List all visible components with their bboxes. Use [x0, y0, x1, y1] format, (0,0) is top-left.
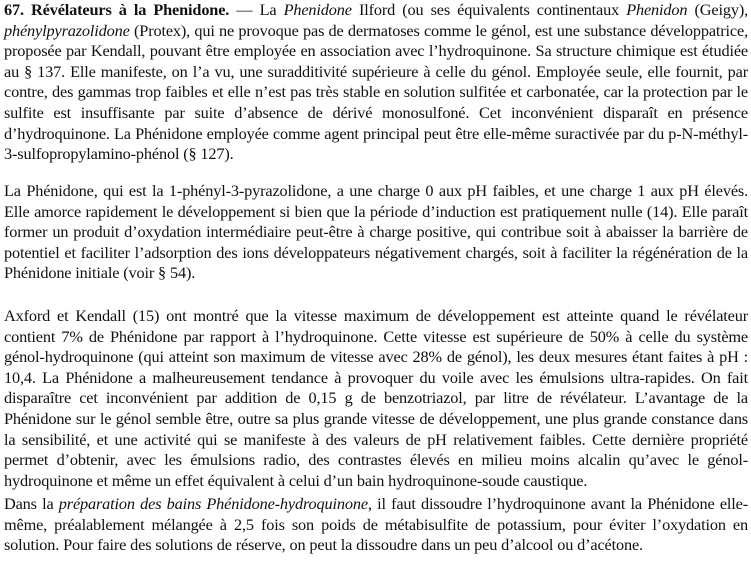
paragraph-phenidone-intro	[4, 0, 748, 165]
term-phenylpyrazolidone: phénylpyrazolidone	[4, 20, 130, 40]
term-phenidone: Phenidone	[283, 0, 352, 19]
prep-text-1: Dans la	[4, 494, 59, 513]
paragraph-phenidone-charge: La Phénidone, qui est la 1-phényl-3-pyrazolidone, a une charge 0 aux pH faibles, et une charge 1 aux pH élevés. Elle amorce rapidement le développement si bien que la période d’induction est pratiquement nulle (14). Elle paraît former un produit d’oxydation intermédiaire peut-être à charge positive, qui contribue soit à abaisser la barrière de potentiel et faciliter l’adsorption des ions développateurs négativement chargés, soit à faciliter la régénération de la Phénidone initiale (voir § 54).	[4, 181, 748, 283]
paragraph-axford-kendall: Axford et Kendall (15) ont montré que la vitesse maximum de développement est atteinte quand le révélateur contient 7% de Phénidone par rapport à l’hydroquinone. Cette vitesse est supérieure de 50% à celle du système génol-hydroquinone (qui atteint son maximum de vitesse avec 28% de génol), les deux mesures étant faites à pH : 10,4. La Phénidone a malheureusement tendance à provoquer du voile avec les émulsions ultra-rapides. On fait disparaître cet inconvénient par addition de 0,15 g de benzotriazol, par litre de révélateur. L’avantage de la Phénidone sur le génol semble être, outre sa plus grande vitesse de développement, une plus grande constance dans la sensibilité, et une activité qui se manifeste à des valeurs de pH relativement faibles. Cette dernière propriété permet d’obtenir, avec les émulsions radio, des contrastes élevés en milieu moins alcalin qu’avec le génol-hydroquinone et même un effet équivalent à celui d’un bain hydroquinone-soude caustique.	[4, 306, 748, 490]
intro-text-3: (Protex), qui ne provoque pas de dermatoses comme le génol, est une substance développatrice, proposée par Kendall, pouvant être employée en association avec l’hydroquinone. Sa structure chimique est étudiée au § 137. Elle manifeste, on l’a vu, une suradditivité supérieure à celle du génol. Employée seule, elle fournit, par contre, des gammas trop faibles et elle n’est pas très stable en solution sulfitée et carbonatée, car la protection par le sulfite est insuffisante par suite d’absence de dérivé monosulfoné. Cet inconvénient disparaît en présence d’hydroquinone. La Phénidone employée comme agent principal peut être elle-même suractivée par du p-N-méthyl-3-sulfopropylamino-phénol (§ 127).	[4, 20, 748, 164]
term-phenidon: Phenidon	[626, 0, 688, 19]
intro-text-1: Ilford (ou ses équivalents continentaux	[351, 0, 627, 19]
intro-text-2: (Geigy),	[687, 0, 749, 19]
section-title: Révélateurs à la Phenidone.	[31, 0, 230, 19]
section-dash: — La	[229, 0, 284, 19]
section-number: 67.	[4, 0, 24, 19]
paragraph-preparation	[4, 494, 748, 556]
prep-text-2: , il faut dissoudre l’hydroquinone avant la Phénidone elle-même, préalablement mélangée à 2,5 fois son poids de métabisulfite de potassium, pour éviter l’oxydation en solution. Pour faire des solutions de réserve, on peut la dissoudre dans un peu d’alcool ou d’acétone.	[4, 494, 748, 555]
term-preparation-bains: préparation des bains Phénidone-hydroquinone	[58, 494, 368, 513]
